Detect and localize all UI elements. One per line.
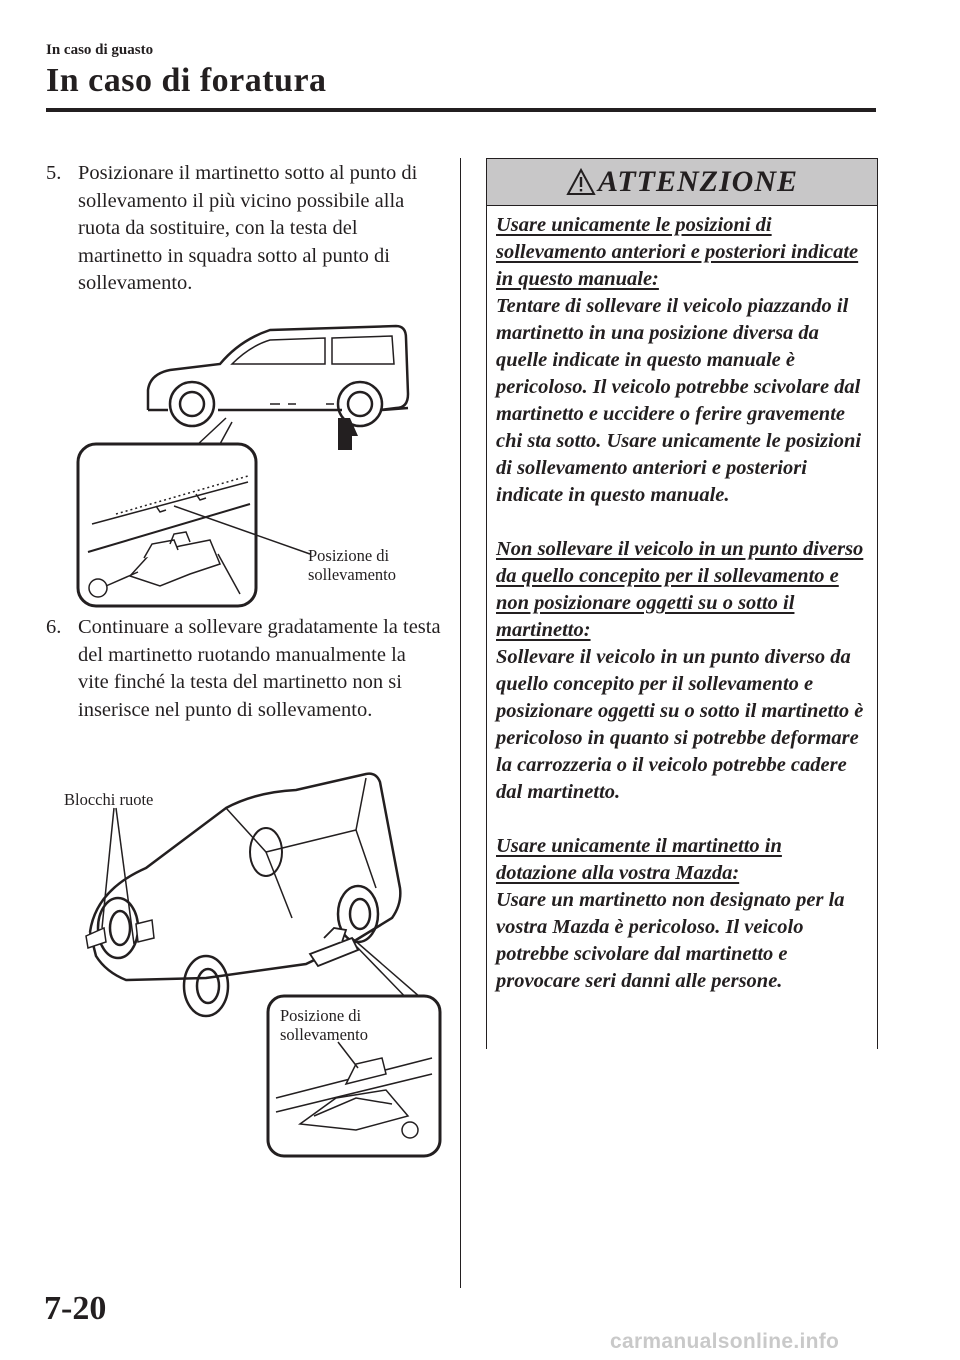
jack-point-callout-2 bbox=[280, 1006, 368, 1044]
warning-block-heading: Usare unicamente le posizioni di sollevamento anteriori e posteriori indicate in questo manuale: bbox=[496, 214, 859, 290]
callout-line: Posizione di bbox=[308, 546, 390, 565]
warning-header bbox=[487, 159, 877, 206]
warning-block bbox=[496, 833, 867, 995]
warning-box bbox=[486, 158, 878, 1049]
warning-block bbox=[496, 536, 867, 806]
warning-block-heading: Usare unicamente il martinetto in dotazione alla vostra Mazda: bbox=[496, 835, 782, 884]
step-number: 6. bbox=[46, 616, 62, 638]
warning-triangle-icon bbox=[566, 168, 596, 196]
warning-block bbox=[496, 212, 867, 509]
warning-block-heading: Non sollevare il veicolo in un punto diverso da quello concepito per il sollevamento e non posizionare oggetti su o sotto il martinetto: bbox=[496, 538, 864, 641]
jack-position-perspective-illustration bbox=[56, 768, 450, 1162]
step-number: 5. bbox=[46, 162, 62, 184]
page-title: In caso di foratura bbox=[46, 62, 327, 99]
header-divider bbox=[46, 108, 876, 112]
warning-label: ATTENZIONE bbox=[597, 165, 799, 198]
warning-block-text: Usare un martinetto non designato per la vostra Mazda è pericoloso. Il veicolo potrebbe scivolare dal martinetto e provocare seri danni alle persone. bbox=[496, 889, 845, 992]
callout-line: Posizione di bbox=[280, 1006, 362, 1025]
step-text: Posizionare il martinetto sotto al punto di sollevamento il più vicino possibile alla ruota da sostituire, con la testa del martinetto in squadra sotto al punto di sollevamento. bbox=[78, 162, 418, 294]
section-label: In caso di guasto bbox=[46, 42, 154, 58]
warning-block-text: Sollevare il veicolo in un punto diverso da quello concepito per il sollevamento e posizionare oggetti su o sotto il martinetto è pericoloso in quanto si potrebbe deformare la carrozzeria o il veicolo potrebbe cadere dal martinetto. bbox=[496, 646, 864, 803]
callout-line: sollevamento bbox=[308, 565, 396, 584]
jack-point-callout-1 bbox=[308, 546, 396, 584]
warning-block-text: Tentare di sollevare il veicolo piazzando il martinetto in una posizione diversa da quelle indicate in questo manuale è pericoloso. Il veicolo potrebbe scivolare dal martinetto e uccidere o ferire gravemente chi sta sotto. Usare unicamente le posizioni di sollevamento anteriori e posteriori indicate in questo manuale. bbox=[496, 295, 862, 506]
warning-body bbox=[487, 206, 877, 995]
page-number: 7-20 bbox=[44, 1290, 107, 1327]
wheel-blocks-callout: Blocchi ruote bbox=[64, 790, 154, 809]
step-5 bbox=[46, 160, 441, 298]
step-6 bbox=[46, 614, 441, 724]
callout-line: sollevamento bbox=[280, 1025, 368, 1044]
column-divider bbox=[460, 158, 461, 1288]
step-text: Continuare a sollevare gradatamente la testa del martinetto ruotando manualmente la vite finché la testa del martinetto non si inserisce nel punto di sollevamento. bbox=[78, 616, 441, 721]
watermark: carmanualsonline.info bbox=[610, 1330, 840, 1353]
